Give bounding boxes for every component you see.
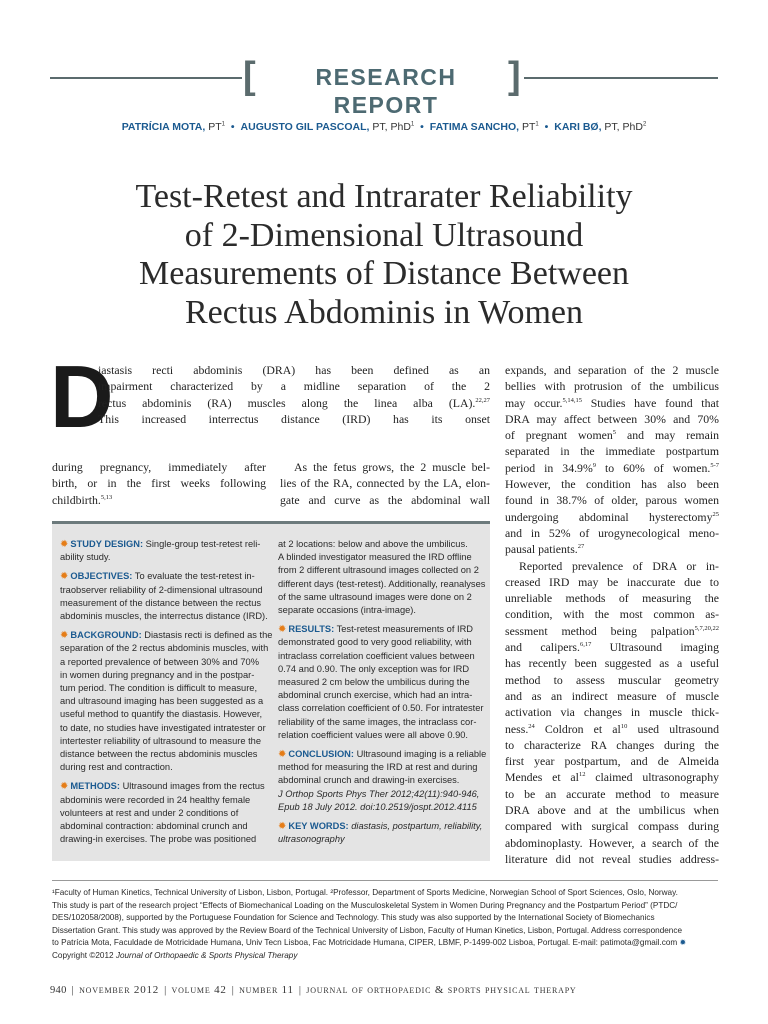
body-line: first year postpartum, and de Almeida [505, 754, 719, 769]
title-line: of 2-Dimensional Ultrasound [184, 216, 584, 254]
abstract-column-right [278, 538, 487, 852]
body-line: pausal patients.$^{27}$ [505, 542, 585, 557]
body-line: As the fetus grows, the 2 muscle bel- [294, 460, 490, 474]
body-line: method to assess muscular geometry [505, 672, 719, 687]
abstract-box [52, 521, 490, 861]
author-affiliation: 2 [642, 121, 647, 128]
author-name: KARI BØ, [554, 121, 602, 133]
page-footer: 940 | november 2012 | volume 42 | number 11 | journal of orthopaedic & sports physical therapy [50, 984, 577, 996]
body-column-3 [505, 362, 719, 867]
volume: volume 42 [171, 984, 227, 996]
abstract-column-left [60, 538, 273, 852]
abstract-heading: BACKGROUND: [70, 630, 142, 641]
body-line: Reported prevalence of DRA or in- [519, 558, 719, 573]
author-credentials: PT [519, 121, 536, 133]
abstract-methods: ✹ METHODS: Ultrasound images from the rectus abdominis were recorded in 24 healthy female volunteers at rest and under 2 conditions of abdominal contraction: abdominal crunch and drawing-in exercises. The probe was positioned [60, 781, 265, 845]
abstract-heading: METHODS: [70, 781, 120, 792]
body-line: creased IRD may be inaccurate due to [505, 574, 719, 589]
abstract-conclusion: ✹ CONCLUSION: Ultrasound imaging is a reliable method for measuring the IRD at rest and during abdominal crunch and drawing-in exercises. J Orthop Sports Phys Ther 2012;42(11):940-946, Epub 18 July 2012. doi:10.2519/jospt.2012.4115 [278, 748, 482, 814]
body-column-1 [52, 459, 266, 508]
abstract-keywords: ✹ KEY WORDS: diastasis, postpartum, reliability, ultrasonography [278, 821, 483, 845]
body-line: to be an accurate method to measure [505, 786, 719, 801]
author-credentials: PT [205, 121, 222, 133]
author-separator: • [420, 121, 424, 133]
body-line: impairment characterized by a midline separation of the 2 [98, 379, 490, 394]
intro-paragraph [98, 362, 490, 427]
author-affiliation: 1 [221, 121, 225, 128]
author-affiliation: 1 [410, 121, 415, 128]
title-line: Measurements of Distance Between [139, 255, 629, 292]
header-rule-right [524, 77, 718, 79]
author-separator: • [230, 121, 235, 133]
bullet-icon: ✹ [60, 630, 69, 642]
body-line: childbirth.$^{5,13}$ [52, 492, 113, 507]
body-line: activation via changes in muscle thick- [505, 705, 719, 720]
title-line: Rectus Abdominis in Women [184, 293, 584, 331]
abstract-heading: OBJECTIVES: [70, 571, 133, 582]
body-line: However, the condition has also been [505, 477, 719, 492]
author-affiliation: 1 [535, 121, 539, 128]
abstract-heading: STUDY DESIGN: [70, 539, 144, 549]
body-line: This increased interrectus distance (IRD) has its onset [98, 411, 490, 426]
body-line: abdominoplasty. However, a search of the [505, 835, 719, 850]
drop-cap: D [50, 347, 114, 446]
header-bracket-left: [ [243, 55, 256, 97]
body-line: rectus abdominis (RA) muscles along the linea alba (LA).$^{22,27}$ [98, 395, 490, 410]
body-line: expands, and separation of the 2 muscle [505, 363, 719, 377]
title-line: Test-Retest and Intrarater Reliability [135, 178, 633, 215]
abstract-background: ✹ BACKGROUND: Diastasis recti is defined as the separation of the 2 rectus abdominis muscles, with a reported prevalence of between 30% and 70% in women during pregnancy and in the postpar- tum period. The condition is difficult to measure, and ultrasound imaging has been suggested as a useful method to quantify the diastasis. However, to date, no studies have investigated intratester or intertester reliability of ultrasound to measure the distance between the rectus abdominis muscles during rest and contraction. [60, 630, 273, 773]
body-line: separated in the immediate postpartum [505, 444, 719, 459]
author-name: PATRÍCIA MOTA, [121, 121, 206, 133]
body-line: bellies with protrusion of the umbilicus [505, 379, 719, 394]
abstract-methods-continued: at 2 locations: below and above the umbilicus. A blinded investigator measured the IRD offline from 2 different ultrasound images collected on 2 different days (test-retest). Additionally, reanalyses of the same ultrasound images were done on 2 separate occasions (intra-image). [278, 539, 486, 616]
body-line: Mendes et $al^{12}$ claimed ultrasonography [505, 770, 719, 785]
author-name: FATIMA SANCHO, [429, 121, 520, 133]
bullet-icon: ✹ [278, 624, 287, 636]
bullet-icon: ✹ [60, 781, 69, 793]
bullet-icon: ✹ [60, 539, 69, 550]
body-line: found in 38.7% of older, parous women [505, 493, 719, 508]
body-line: and calipers.$^{6,17}$ Ultrasound imaging [505, 640, 719, 655]
author-separator: • [544, 121, 549, 133]
body-line: has recently been suggested as a useful [505, 656, 719, 671]
citation: J Orthop Sports Phys Ther 2012;42(11):940-946, [278, 788, 480, 799]
body-line: and as an indirect measure of muscle [505, 688, 719, 703]
abstract-heading: RESULTS: [288, 624, 335, 635]
body-line: to characterize RA changes during the [505, 737, 719, 752]
body-line: of pregnant women$^5$ and may remain [505, 428, 719, 443]
body-line: sessment method being palpation$^{5,7,20,22}$ [505, 623, 719, 638]
body-line: literature did not reveal studies address- [505, 851, 719, 866]
bullet-icon: ✹ [278, 749, 287, 761]
citation: Epub 18 July 2012. doi:10.2519/jospt.2012.4115 [278, 801, 477, 812]
body-line: condition, with the most common as- [505, 607, 719, 622]
body-line: unreliable methods of measuring the [505, 591, 719, 606]
page-number: 940 [50, 985, 67, 996]
author-credentials: PT, PhD [369, 121, 411, 133]
author-name: AUGUSTO GIL PASCOAL, [240, 121, 370, 133]
bullet-icon: ✹ [60, 571, 69, 583]
issue-number: number 11 [239, 984, 294, 996]
header-rule-left [50, 77, 242, 79]
body-line: undergoing abdominal hysterectomy$^{25}$ [505, 509, 719, 524]
abstract-objectives: ✹ OBJECTIVES: To evaluate the test-retest in- traobserver reliability of 2-dimensional ultrasound measurement of the distance between the rectus abdominis muscles, the interrectus distance (IRD). [60, 571, 268, 622]
section-title: RESEARCH REPORT [315, 64, 457, 118]
bullet-icon: ✹ [278, 821, 287, 833]
body-line: may occur.$^{5,14,15}$ Studies have found that [505, 395, 719, 410]
abstract-heading: KEY WORDS: [288, 821, 349, 832]
author-list [0, 121, 768, 133]
journal-name: journal of orthopaedic & sports physical therapy [306, 984, 577, 996]
abstract-study-design: ✹ STUDY DESIGN: Single-group test-retest reli- ability study. [60, 539, 261, 563]
body-line: iastasis recti abdominis (DRA) has been defined as an [98, 363, 490, 377]
body-line: and in 52% of urogynecological meno- [505, 525, 719, 540]
abstract-heading: CONCLUSION: [288, 749, 354, 760]
body-line: lies of the RA, connected by the LA, elon- [280, 476, 490, 491]
body-line: DRA may affect between 30% and 70% [505, 411, 719, 426]
article-title [60, 178, 708, 332]
body-column-2 [280, 459, 490, 508]
body-line: ness.$^{24}$ Coldron et $al^{10}$ used ultrasound [505, 721, 719, 736]
body-line: gate and curve as the abdominal wall [280, 492, 490, 507]
footnote: ¹Faculty of Human Kinetics, Technical University of Lisbon, Lisbon, Portugal. ²Professor, Department of Sports Medicine, Norwegian School of Sport Sciences, Oslo, Norway. This study is part of the research project “Effects of Biomechanical Loading on the Musculoskeletal System in Women During Pregnancy and the Postpartum Period” (PTDC/ DES/102058/2008), supported by the Portuguese Foundation for Science and Technology. This study was also supported by the International Society of Biomechanics Dissertation Grant. This study was approved by the Review Board of the Technical University of Lisbon, Faculty of Human Kinetics, Lisbon, Portugal. Address correspondence to Patrícia Mota, Faculdade de Motricidade Humana, Univ Tecn Lisboa, Fac Motricidade Humana, CIPER, LBMF, P-1499-002 Lisboa, Portugal. E-mail: patimota@gmail.com ✹ Copyright ©2012 Journal of Orthopaedic & Sports Physical Therapy [52, 880, 718, 963]
body-line: compared with surgical compass during [505, 819, 719, 834]
body-line: period in 34.9%$^9$ to 60% of women.$^{5-7}$ [505, 460, 719, 475]
issue-date: november 2012 [79, 984, 160, 996]
author-credentials: PT, PhD [601, 121, 643, 133]
abstract-results: ✹ RESULTS: Test-retest measurements of IRD demonstrated good to very good reliability, with intraclass correlation coefficient values between 0.74 and 0.90. The only exception was for IRD measured 2 cm below the umbilicus during the abdominal crunch exercise, which had an intra- class correlation coefficient of 0.50. For intratester reliability of the same images, the intraclass cor- relation coefficient values were all above 0.90. [278, 624, 484, 740]
body-line: birth, or in the first weeks following [52, 476, 266, 491]
body-line: during pregnancy, immediately after [52, 460, 266, 474]
bullet-icon: ✹ [677, 938, 687, 948]
body-line: DRA above and at the umbilicus when [505, 803, 719, 818]
header-bracket-right: ] [508, 55, 521, 97]
